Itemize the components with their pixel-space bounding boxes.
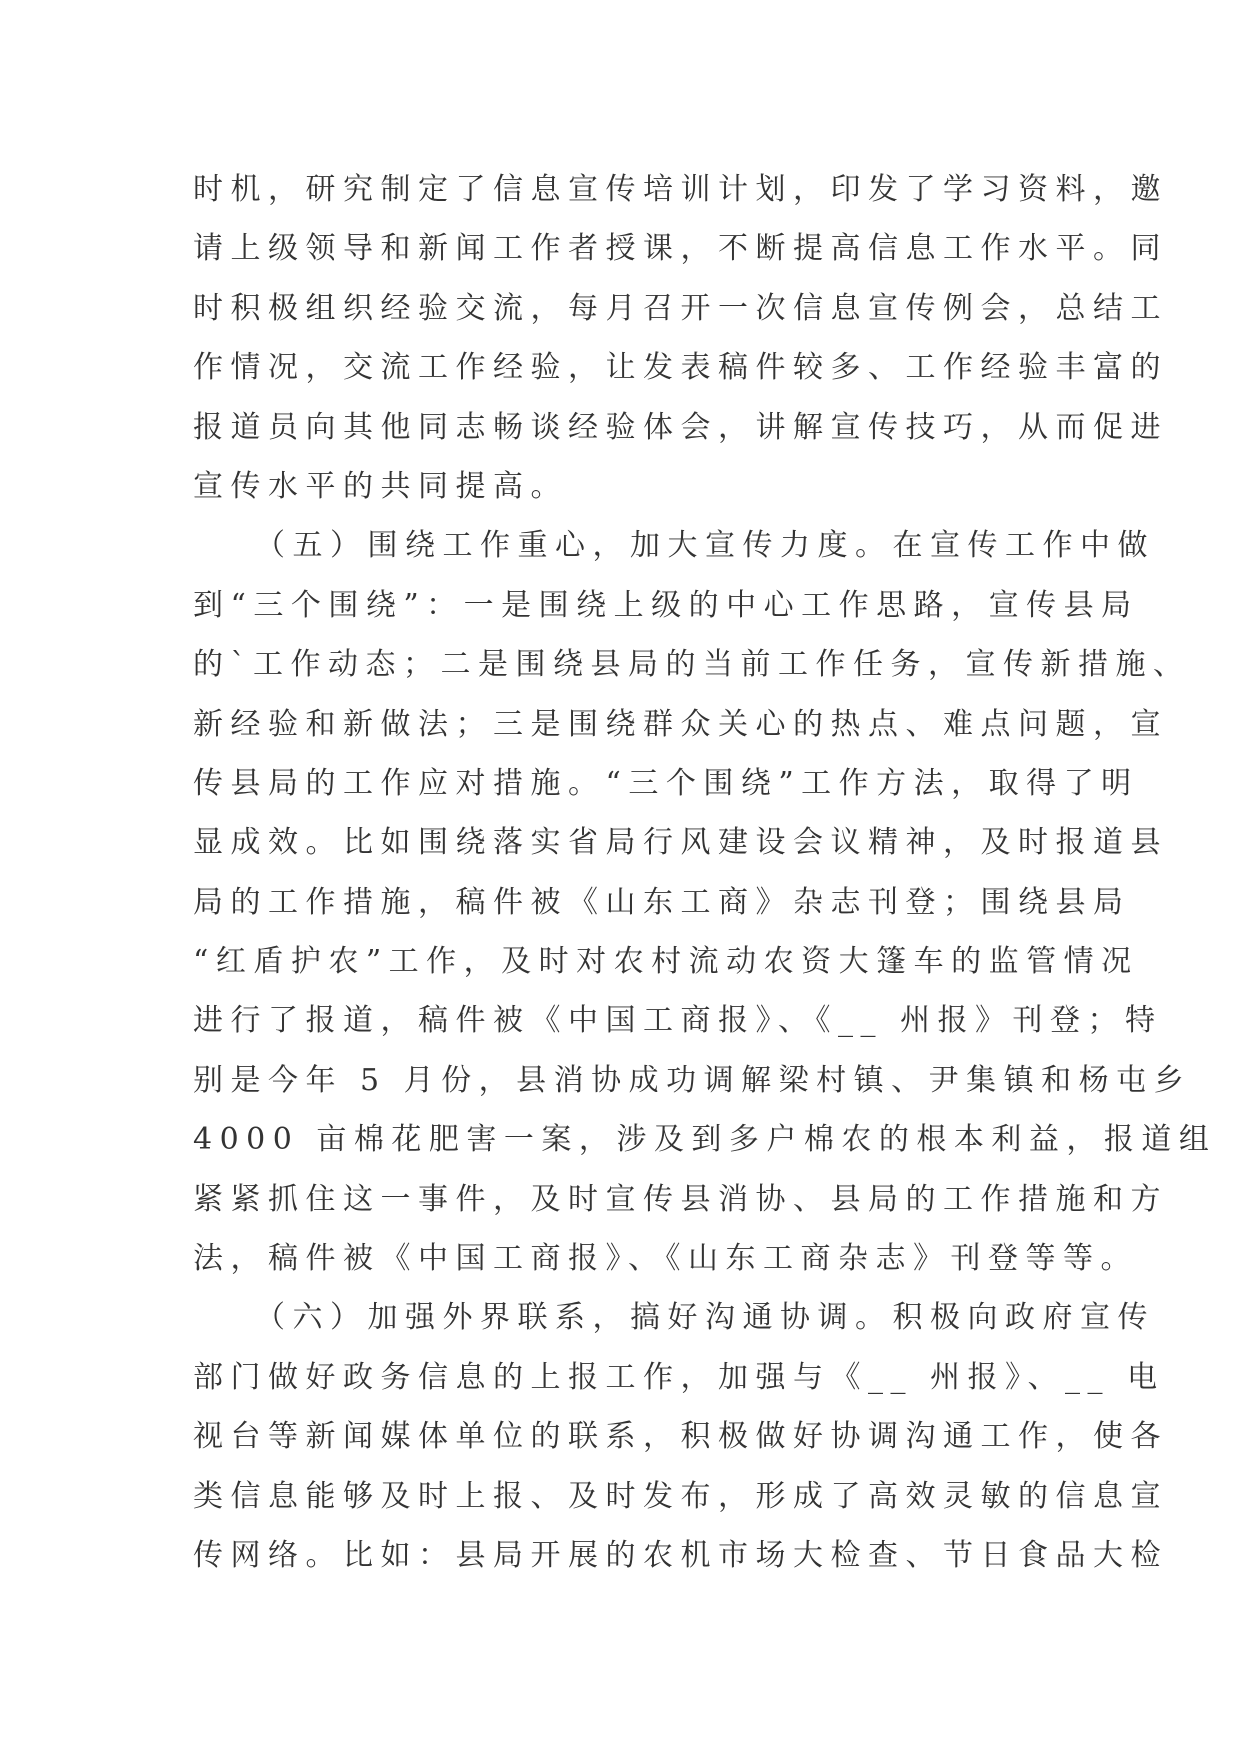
body-line: 显成效。比如围绕落实省局行风建设会议精神，及时报道县	[193, 825, 1168, 861]
body-line: 新经验和新做法；三是围绕群众关心的热点、难点问题，宣	[193, 706, 1168, 742]
body-line: 时机，研究制定了信息宣传培训计划，印发了学习资料，邀	[193, 172, 1168, 207]
body-line: 别是今年 5 月份，县消协成功调解梁村镇、尹集镇和杨屯乡	[193, 1062, 1192, 1098]
body-line: 到“三个围绕”：一是围绕上级的中心工作思路，宣传县局	[193, 587, 1139, 623]
body-line: 传县局的工作应对措施。“三个围绕”工作方法，取得了明	[193, 765, 1139, 801]
body-line: 传网络。比如：县局开展的农机市场大检查、节日食品大检	[193, 1537, 1168, 1573]
section-heading-line: （六）加强外界联系，搞好沟通协调。积极向政府宣传	[255, 1300, 1155, 1336]
body-line: 4000 亩棉花肥害一案，涉及到多户棉农的根本利益，报道组	[193, 1122, 1217, 1158]
body-line: 部门做好政务信息的上报工作，加强与《__ 州报》、__ 电	[193, 1359, 1165, 1395]
body-line: 宣传水平的共同提高。	[193, 468, 568, 504]
body-line: 作情况，交流工作经验，让发表稿件较多、工作经验丰富的	[193, 350, 1168, 386]
body-line: 的`工作动态；二是围绕县局的当前工作任务，宣传新措施、	[193, 647, 1191, 683]
body-line: 类信息能够及时上报、及时发布，形成了高效灵敏的信息宣	[193, 1478, 1168, 1514]
body-line: 时积极组织经验交流，每月召开一次信息宣传例会，总结工	[193, 290, 1168, 326]
body-line: 请上级领导和新闻工作者授课，不断提高信息工作水平。同	[193, 231, 1168, 267]
body-line: 紧紧抓住这一事件，及时宣传县消协、县局的工作措施和方	[193, 1181, 1168, 1217]
body-line: 局的工作措施，稿件被《山东工商》杂志刊登；围绕县局	[193, 884, 1131, 920]
body-line: “红盾护农”工作，及时对农村流动农资大篷车的监管情况	[193, 944, 1139, 980]
document-body	[193, 160, 1217, 1585]
body-line: 法，稿件被《中国工商报》、《山东工商杂志》刊登等等。	[193, 1241, 1138, 1277]
body-line: 进行了报道，稿件被《中国工商报》、《__ 州报》刊登；特	[193, 1003, 1163, 1039]
body-line: 报道员向其他同志畅谈经验体会，讲解宣传技巧，从而促进	[193, 409, 1168, 445]
section-heading-line: （五）围绕工作重心，加大宣传力度。在宣传工作中做	[255, 528, 1155, 564]
body-line: 视台等新闻媒体单位的联系，积极做好协调沟通工作，使各	[193, 1419, 1168, 1455]
